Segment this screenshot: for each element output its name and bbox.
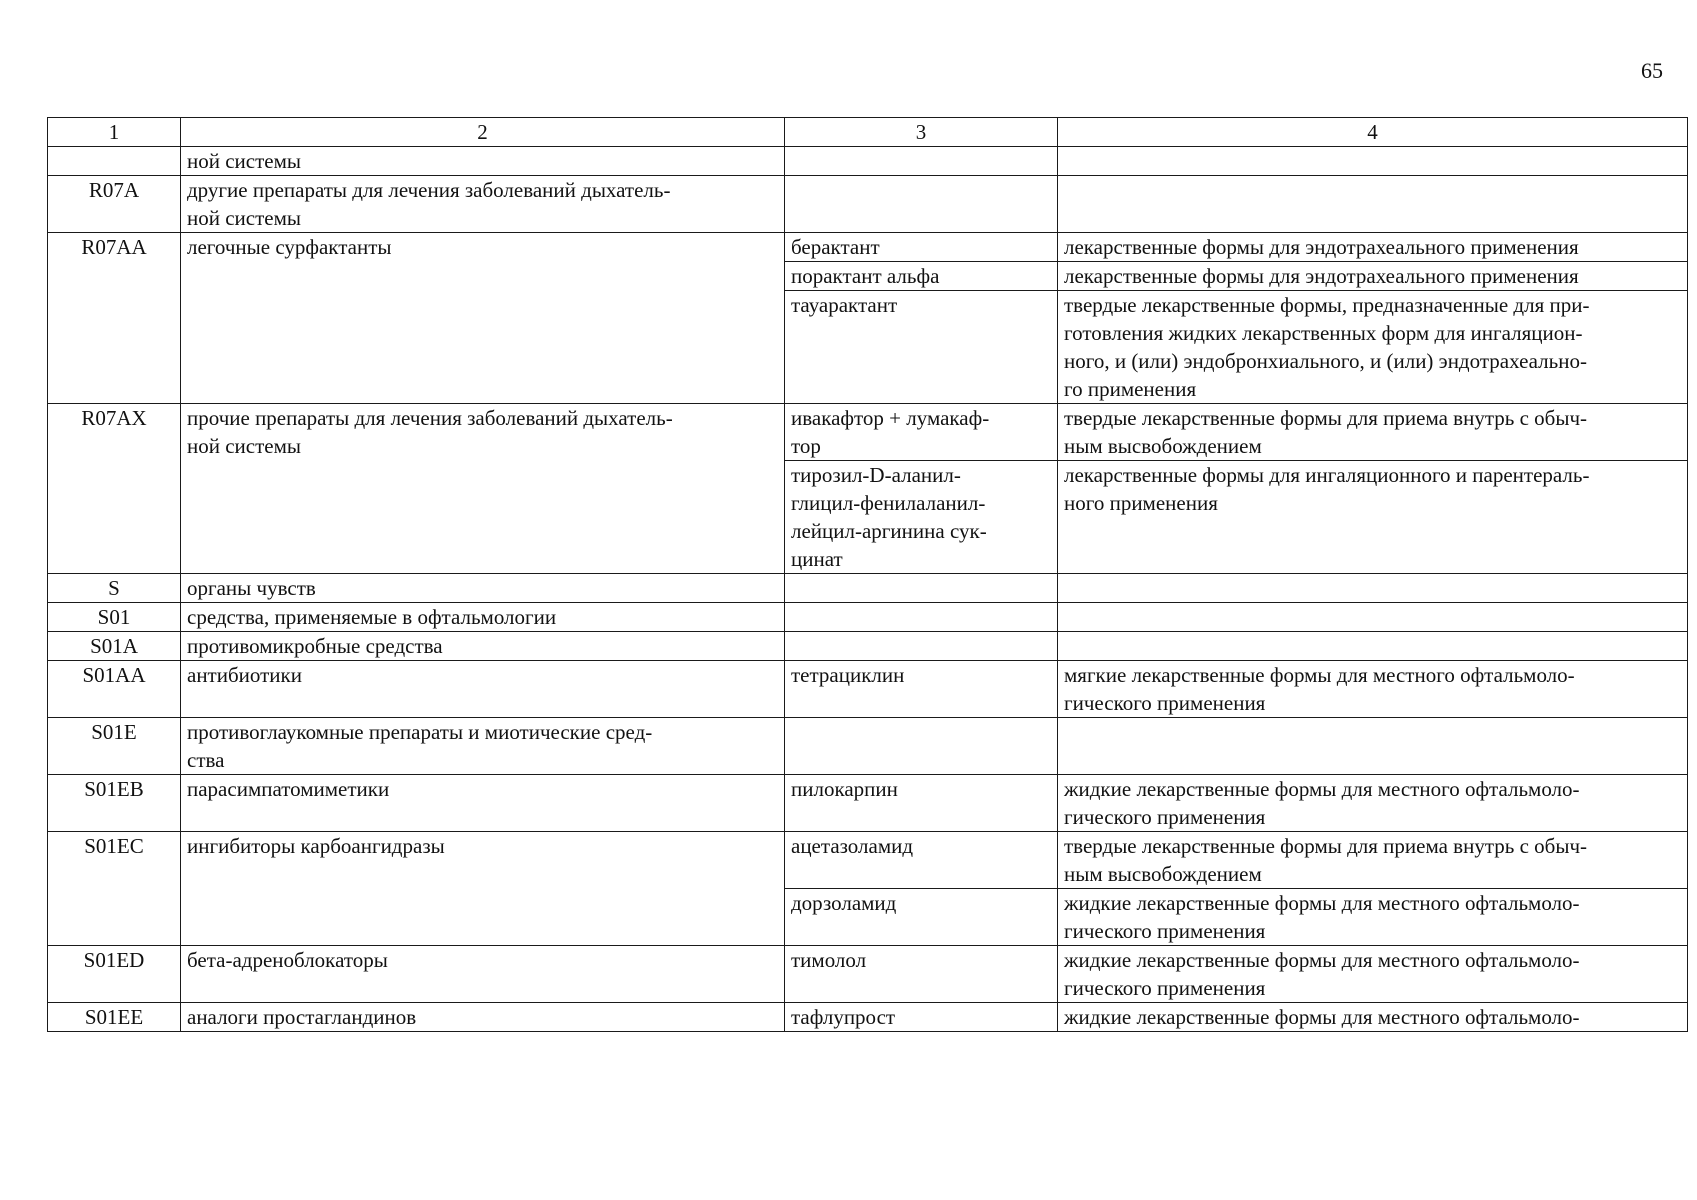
dosage-form-cell (1058, 632, 1688, 661)
dosage-form-cell (1058, 775, 1688, 832)
group-name-cell (181, 718, 785, 775)
header-row (48, 118, 1688, 147)
dosage-form-cell (1058, 946, 1688, 1003)
cell-text-line: жидкие лекарственные формы для местного офтальмоло- (1064, 891, 1580, 915)
cell-text-line: твердые лекарственные формы, предназначенные для при- (1064, 293, 1590, 317)
drug-name-cell (785, 404, 1058, 461)
dosage-form-cell (1058, 262, 1688, 291)
atc-code-cell (48, 946, 181, 1003)
cell-text-line: тауарактант (791, 293, 898, 317)
table-row (48, 632, 1688, 661)
group-name-cell (181, 574, 785, 603)
cell-text-line: ным высвобождением (1064, 434, 1262, 458)
drug-name-cell (785, 661, 1058, 718)
dosage-form-cell (1058, 832, 1688, 889)
cell-text-line: цинат (791, 547, 843, 571)
cell-text-line: R07AA (81, 235, 147, 259)
atc-code-cell (48, 147, 181, 176)
cell-text-line: лекарственные формы для эндотрахеального применения (1064, 264, 1579, 288)
cell-text-line: аналоги простагландинов (187, 1005, 417, 1029)
cell-text-line: R07A (88, 178, 140, 202)
column-header-1: 1 (48, 118, 181, 147)
cell-text-line: тимолол (791, 948, 867, 972)
group-name-cell (181, 1003, 785, 1032)
drug-name-cell (785, 946, 1058, 1003)
cell-text-line: ивакафтор + лумакаф- (791, 406, 990, 430)
cell-text-line: S (108, 576, 120, 600)
cell-text-line: тафлупрост (791, 1005, 896, 1029)
group-name-cell (181, 176, 785, 233)
drug-name-cell (785, 291, 1058, 404)
cell-text-line: тор (791, 434, 821, 458)
cell-text-line: дорзоламид (791, 891, 897, 915)
cell-text-line: гического применения (1064, 691, 1266, 715)
cell-text-line: лекарственные формы для эндотрахеального применения (1064, 235, 1579, 259)
dosage-form-cell (1058, 291, 1688, 404)
group-name-cell (181, 946, 785, 1003)
drug-name-cell (785, 1003, 1058, 1032)
atc-code-cell (48, 603, 181, 632)
column-header-4: 4 (1058, 118, 1688, 147)
cell-text-line: жидкие лекарственные формы для местного офтальмоло- (1064, 777, 1580, 801)
table-row (48, 718, 1688, 775)
table-header (48, 118, 1688, 147)
cell-text-line: гического применения (1064, 976, 1266, 1000)
table-row (48, 176, 1688, 233)
group-name-cell (181, 404, 785, 574)
atc-code-cell (48, 1003, 181, 1032)
drug-name-cell (785, 775, 1058, 832)
cell-text-line: легочные сурфактанты (187, 235, 392, 259)
group-name-cell (181, 775, 785, 832)
group-name-cell (181, 661, 785, 718)
cell-text-line: ного применения (1064, 491, 1218, 515)
atc-code-cell (48, 718, 181, 775)
group-name-cell (181, 603, 785, 632)
cell-text-line: мягкие лекарственные формы для местного офтальмоло- (1064, 663, 1575, 687)
cell-text-line: лекарственные формы для ингаляционного и парентераль- (1064, 463, 1590, 487)
drug-name-cell (785, 233, 1058, 262)
dosage-form-cell (1058, 718, 1688, 775)
cell-text-line: S01AA (82, 663, 146, 687)
table-row (48, 775, 1688, 832)
cell-text-line: жидкие лекарственные формы для местного офтальмоло- (1064, 948, 1580, 972)
drug-name-cell (785, 603, 1058, 632)
dosage-form-cell (1058, 404, 1688, 461)
cell-text-line: лейцил-аргинина сук- (791, 519, 987, 543)
table-row (48, 574, 1688, 603)
table-row (48, 233, 1688, 262)
cell-text-line: S01ED (83, 948, 145, 972)
cell-text-line: тирозил-D-аланил- (791, 463, 961, 487)
cell-text-line: R07AX (81, 406, 147, 430)
dosage-form-cell (1058, 176, 1688, 233)
dosage-form-cell (1058, 233, 1688, 262)
dosage-form-cell (1058, 461, 1688, 574)
cell-text-line: ной системы (187, 434, 302, 458)
table-row (48, 832, 1688, 889)
dosage-form-cell (1058, 889, 1688, 946)
group-name-cell (181, 832, 785, 946)
cell-text-line: ным высвобождением (1064, 862, 1262, 886)
drug-name-cell (785, 176, 1058, 233)
atc-code-cell (48, 775, 181, 832)
drug-name-cell (785, 889, 1058, 946)
drug-name-cell (785, 147, 1058, 176)
cell-text-line: твердые лекарственные формы для приема внутрь с обыч- (1064, 834, 1588, 858)
cell-text-line: берактант (791, 235, 880, 259)
dosage-form-cell (1058, 661, 1688, 718)
cell-text-line: твердые лекарственные формы для приема внутрь с обыч- (1064, 406, 1588, 430)
cell-text-line: ацетазоламид (791, 834, 914, 858)
cell-text-line: S01EC (84, 834, 144, 858)
drug-name-cell (785, 632, 1058, 661)
page-number: 65 (1641, 58, 1663, 83)
table-row (48, 404, 1688, 461)
cell-text-line: тетрациклин (791, 663, 905, 687)
cell-text-line: органы чувств (187, 576, 316, 600)
drug-name-cell (785, 461, 1058, 574)
cell-text-line: противоглаукомные препараты и миотические сред- (187, 720, 653, 744)
cell-text-line: ного, и (или) эндобронхиального, и (или) эндотрахеально- (1064, 349, 1587, 373)
dosage-form-cell (1058, 574, 1688, 603)
drug-classification-table (47, 117, 1688, 1032)
cell-text-line: прочие препараты для лечения заболеваний дыхатель- (187, 406, 673, 430)
table-row (48, 1003, 1688, 1032)
cell-text-line: парасимпатомиметики (187, 777, 390, 801)
atc-code-cell (48, 233, 181, 404)
atc-code-cell (48, 176, 181, 233)
cell-text-line: другие препараты для лечения заболеваний дыхатель- (187, 178, 671, 202)
drug-name-cell (785, 262, 1058, 291)
cell-text-line: S01 (97, 605, 131, 629)
atc-code-cell (48, 832, 181, 946)
cell-text-line: пилокарпин (791, 777, 898, 801)
cell-text-line: гического применения (1064, 805, 1266, 829)
cell-text-line: бета-адреноблокаторы (187, 948, 388, 972)
column-header-3: 3 (785, 118, 1058, 147)
cell-text-line: го применения (1064, 377, 1197, 401)
table-row (48, 661, 1688, 718)
drug-name-cell (785, 832, 1058, 889)
cell-text-line: ной системы (187, 149, 302, 173)
cell-text-line: S01E (91, 720, 137, 744)
cell-text-line: ной системы (187, 206, 302, 230)
cell-text-line: готовления жидких лекарственных форм для ингаляцион- (1064, 321, 1583, 345)
drug-name-cell (785, 574, 1058, 603)
cell-text-line: ингибиторы карбоангидразы (187, 834, 445, 858)
group-name-cell (181, 147, 785, 176)
atc-code-cell (48, 661, 181, 718)
cell-text-line: средства, применяемые в офтальмологии (187, 605, 557, 629)
table-row (48, 603, 1688, 632)
group-name-cell (181, 233, 785, 404)
atc-code-cell (48, 632, 181, 661)
atc-code-cell (48, 404, 181, 574)
group-name-cell (181, 632, 785, 661)
cell-text-line: жидкие лекарственные формы для местного офтальмоло- (1064, 1005, 1580, 1029)
drug-name-cell (785, 718, 1058, 775)
table-row (48, 147, 1688, 176)
cell-text-line: порактант альфа (791, 264, 940, 288)
cell-text-line: гического применения (1064, 919, 1266, 943)
cell-text-line: антибиотики (187, 663, 302, 687)
cell-text-line: S01EE (84, 1005, 144, 1029)
dosage-form-cell (1058, 1003, 1688, 1032)
cell-text-line: S01EB (84, 777, 144, 801)
column-header-2: 2 (181, 118, 785, 147)
atc-code-cell (48, 574, 181, 603)
dosage-form-cell (1058, 147, 1688, 176)
cell-text-line: S01A (90, 634, 138, 658)
table-row (48, 946, 1688, 1003)
cell-text-line: глицил-фенилаланил- (791, 491, 986, 515)
dosage-form-cell (1058, 603, 1688, 632)
cell-text-line: ства (187, 748, 225, 772)
table-body (48, 147, 1688, 1032)
cell-text-line: противомикробные средства (187, 634, 443, 658)
